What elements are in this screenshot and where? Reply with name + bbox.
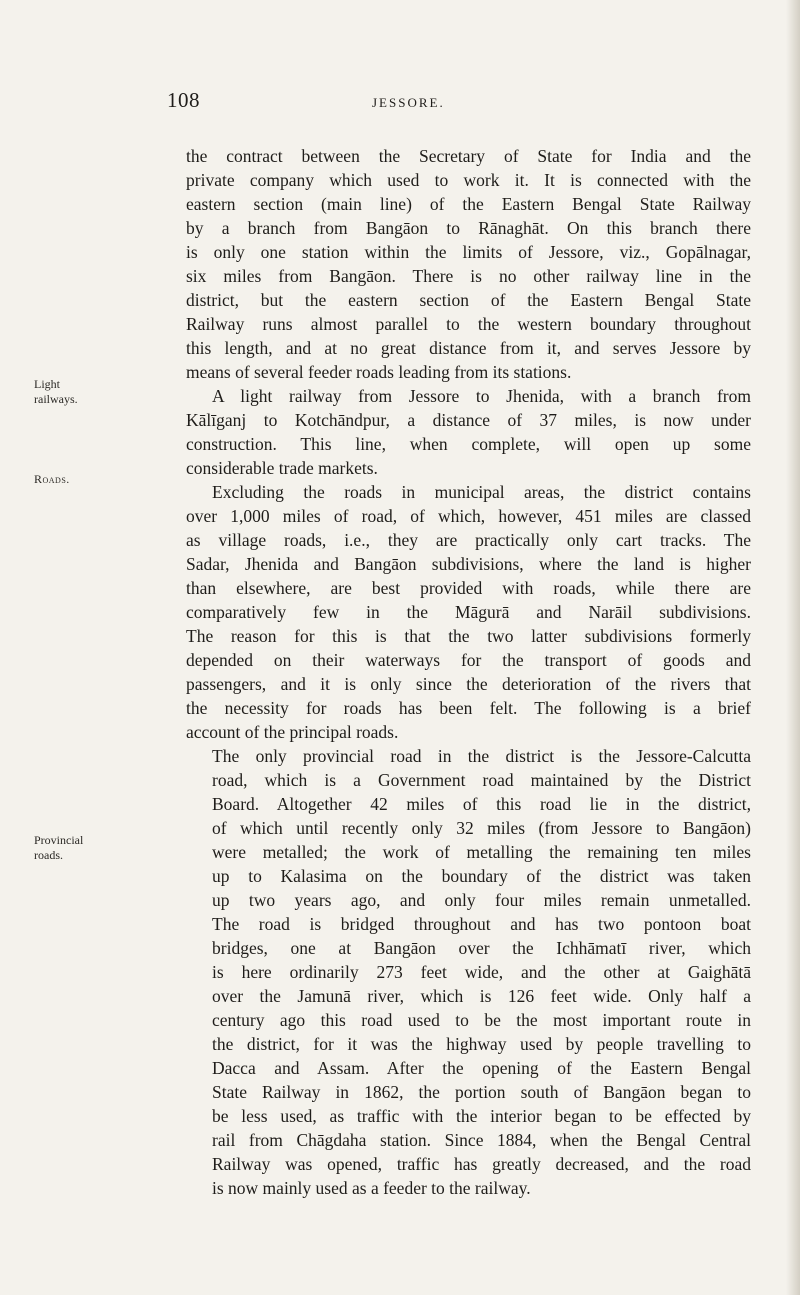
body-text-line: were metalled; the work of metalling the remaining ten miles [212,842,751,862]
body-text-line: century ago this road used to be the most important route in [212,1010,751,1030]
body-text-line: Railway was opened, traffic has greatly decreased, and the road [212,1154,751,1174]
body-text-line: A light railway from Jessore to Jhenida, with a branch from [212,386,751,406]
page-number: 108 [167,88,200,112]
body-text-line: comparatively few in the Māgurā and Narāil subdivisions. [186,602,751,622]
body-text-line: Board. Altogether 42 miles of this road lie in the district, [212,794,751,814]
body-text-line: Railway runs almost parallel to the western boundary throughout [186,314,751,334]
body-text-line: rail from Chāgdaha station. Since 1884, when the Bengal Central [212,1130,751,1150]
body-text-line: by a branch from Bangāon to Rānaghāt. On this branch there [186,218,751,238]
body-text-line: The road is bridged throughout and has two pontoon boat [212,914,751,934]
page-edge-shadow [786,0,800,1295]
body-text-line: district, but the eastern section of the Eastern Bengal State [186,290,751,310]
body-text-line: means of several feeder roads leading from its stations. [186,362,572,382]
body-text-line: construction. This line, when complete, will open up some [186,434,751,454]
body-text-line: six miles from Bangāon. There is no other railway line in the [186,266,751,286]
body-text-line: over 1,000 miles of road, of which, however, 451 miles are classed [186,506,751,526]
body-text-line: the district, for it was the highway used by people travelling to [212,1034,751,1054]
body-text-line: of which until recently only 32 miles (from Jessore to Bangāon) [212,818,751,838]
body-text-line: this length, and at no great distance from it, and serves Jessore by [186,338,751,358]
body-text-line: Kālīganj to Kotchāndpur, a distance of 37 miles, is now under [186,410,751,430]
body-text-line: as village roads, i.e., they are practically only cart tracks. The [186,530,751,550]
body-text-line: State Railway in 1862, the portion south of Bangāon began to [212,1082,751,1102]
body-text-line: depended on their waterways for the transport of goods and [186,650,751,670]
margin-note-light-railways-2: railways. [34,392,78,406]
margin-note-provincial-1: Provincial [34,833,84,847]
body-text-line: is now mainly used as a feeder to the railway. [212,1178,531,1198]
body-text-line: over the Jamunā river, which is 126 feet wide. Only half a [212,986,751,1006]
body-text-line: eastern section (main line) of the Eastern Bengal State Railway [186,194,751,214]
body-text-line: The only provincial road in the district is the Jessore-Calcutta [212,746,751,766]
body-text-line: account of the principal roads. [186,722,399,742]
body-text-line: is here ordinarily 273 feet wide, and the other at Gaighātā [212,962,751,982]
body-text-line: considerable trade markets. [186,458,378,478]
body-text-line: up two years ago, and only four miles remain unmetalled. [212,890,751,910]
body-text-line: bridges, one at Bangāon over the Ichhāmatī river, which [212,938,751,958]
body-text-line: the contract between the Secretary of State for India and the [186,146,751,166]
body-text-line: than elsewhere, are best provided with roads, while there are [186,578,751,598]
body-text-line: is only one station within the limits of Jessore, viz., Gopālnagar, [186,242,751,262]
body-text-line: up to Kalasima on the boundary of the district was taken [212,866,751,886]
body-text-line: Excluding the roads in municipal areas, the district contains [212,482,751,502]
running-title: JESSORE. [372,95,445,110]
body-text-line: be less used, as traffic with the interior began to be effected by [212,1106,751,1126]
body-text-line: road, which is a Government road maintained by the District [212,770,751,790]
body-text-line: The reason for this is that the two latter subdivisions formerly [186,626,751,646]
margin-note-provincial-2: roads. [34,848,63,862]
margin-note-light-railways-1: Light [34,377,60,391]
body-text-line: the necessity for roads has been felt. The following is a brief [186,698,751,718]
body-text-line: Dacca and Assam. After the opening of the Eastern Bengal [212,1058,751,1078]
body-text-line: passengers, and it is only since the deterioration of the rivers that [186,674,751,694]
body-text-line: Sadar, Jhenida and Bangāon subdivisions, where the land is higher [186,554,751,574]
body-text-line: private company which used to work it. It is connected with the [186,170,751,190]
margin-note-roads: Roads. [34,472,70,486]
